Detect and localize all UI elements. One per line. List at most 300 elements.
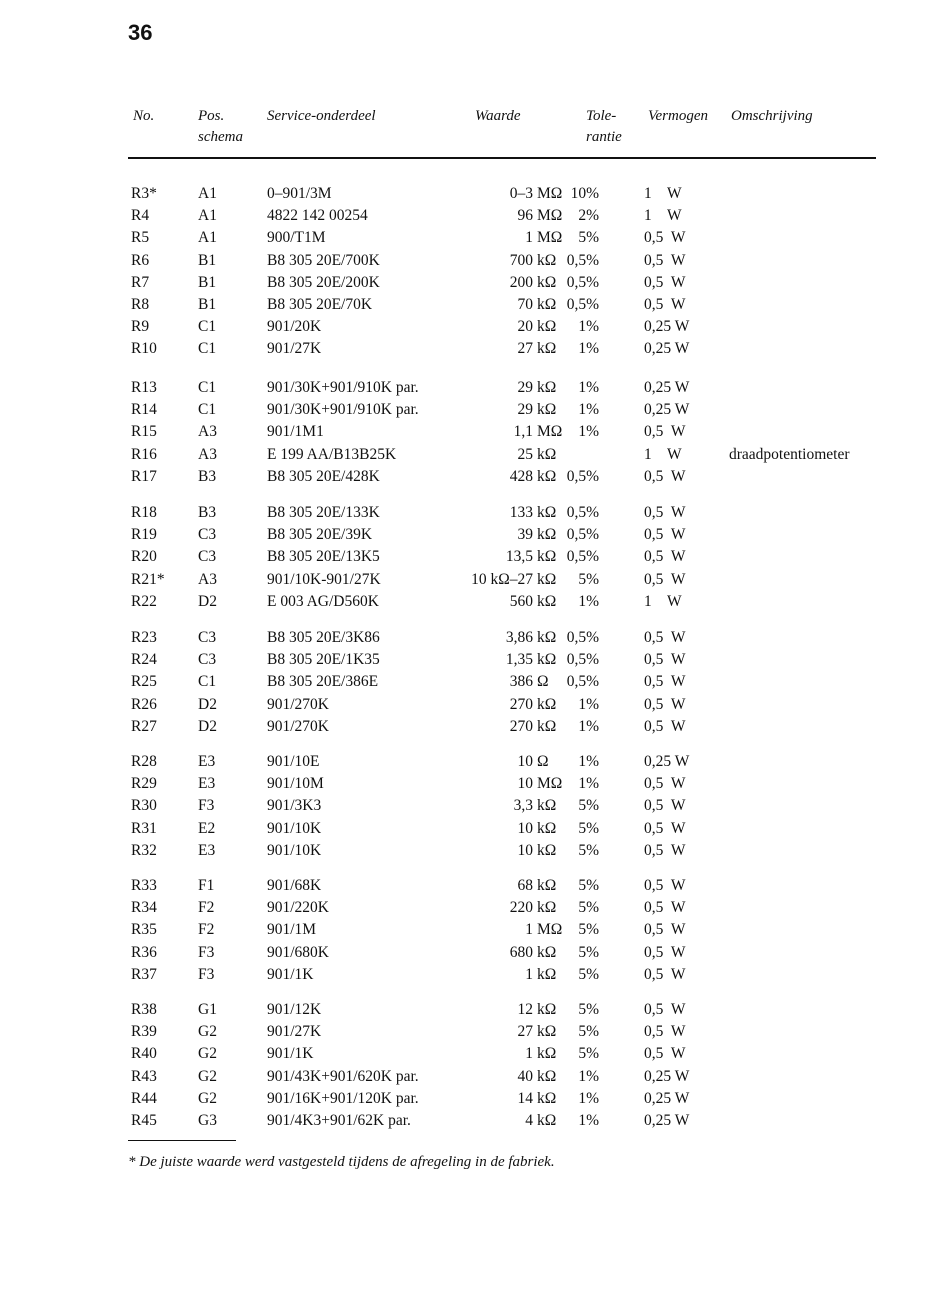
table-row: [0, 569, 950, 591]
schema-position: C3: [198, 548, 217, 566]
value-number: 13,5: [505, 548, 533, 566]
schema-position: F1: [198, 877, 215, 894]
power-rating: 0,25 W: [644, 340, 690, 358]
power-rating: 0,5 W: [644, 296, 686, 313]
service-part: 901/680K: [267, 943, 329, 961]
schema-position: F3: [198, 943, 215, 961]
tolerance: 5%: [578, 1023, 599, 1041]
value-number: 200: [509, 273, 533, 291]
table-row: [0, 942, 950, 964]
value-number: 1,35: [505, 651, 533, 669]
component-number: R29: [131, 775, 157, 793]
value-unit: kΩ: [537, 445, 557, 463]
schema-position: F2: [198, 899, 215, 917]
table-row: [0, 338, 950, 360]
component-number: R43: [131, 1067, 157, 1085]
value-number: 27: [517, 340, 533, 358]
table-row: [0, 773, 950, 795]
schema-position: A1: [198, 229, 217, 247]
value-number: 428: [509, 467, 533, 485]
power-rating: 0,5 W: [644, 504, 686, 521]
service-part: B8 305 20E/700K: [267, 251, 380, 269]
schema-position: E3: [198, 775, 216, 793]
table-row: [0, 502, 950, 524]
table-row: [0, 272, 950, 294]
service-part: 901/1K: [267, 1045, 314, 1063]
value-number: 3,86: [505, 629, 533, 646]
component-number: R21*: [131, 570, 165, 588]
value-unit: kΩ: [537, 467, 557, 485]
schema-position: A3: [198, 445, 217, 463]
power-rating: 0,5 W: [644, 651, 686, 669]
table-row: [0, 1088, 950, 1110]
value-unit: MΩ: [537, 775, 563, 793]
component-number: R40: [131, 1045, 157, 1063]
schema-position: B1: [198, 273, 217, 291]
value-number: 27: [517, 1023, 533, 1041]
power-rating: 0,25 W: [644, 379, 690, 396]
service-part: 901/68K: [267, 877, 322, 894]
tolerance: 0,5%: [566, 673, 599, 691]
value-unit: kΩ: [537, 717, 557, 735]
value-unit: kΩ: [537, 318, 557, 336]
schema-position: C1: [198, 673, 217, 691]
value-number: 10: [517, 775, 533, 793]
value-number: 270: [509, 695, 533, 713]
service-part: 901/20K: [267, 318, 322, 336]
schema-position: C3: [198, 629, 217, 646]
component-number: R6: [131, 251, 150, 269]
tolerance: 5%: [578, 1001, 599, 1018]
service-part: 901/1K: [267, 965, 314, 983]
power-rating: 1 W: [644, 207, 682, 225]
value-unit: kΩ: [537, 340, 557, 358]
value-number: 386: [509, 673, 533, 691]
schema-position: G3: [198, 1112, 217, 1129]
component-number: R22: [131, 592, 157, 610]
power-rating: 0,5 W: [644, 1001, 686, 1018]
table-row: [0, 444, 950, 466]
value-unit: kΩ: [537, 877, 557, 894]
value-unit: kΩ: [537, 251, 557, 269]
service-part: 901/4K3+901/62K par.: [267, 1112, 411, 1129]
component-number: R34: [131, 899, 157, 917]
schema-position: B3: [198, 467, 217, 485]
tolerance: 5%: [578, 229, 599, 247]
schema-position: C1: [198, 340, 217, 358]
value-number: 96: [517, 207, 533, 225]
value-number: 39: [517, 526, 533, 544]
power-rating: 0,5 W: [644, 273, 686, 291]
component-number: R19: [131, 526, 157, 544]
value-unit: kΩ: [537, 401, 557, 419]
schema-position: B1: [198, 296, 217, 313]
service-part: B8 305 20E/70K: [267, 296, 373, 313]
component-number: R7: [131, 273, 150, 291]
power-rating: 0,5 W: [644, 717, 686, 735]
component-number: R25: [131, 673, 157, 691]
service-part: 901/1M1: [267, 423, 324, 441]
value-number: 270: [509, 717, 533, 735]
component-number: R31: [131, 819, 157, 837]
service-part: B8 305 20E/428K: [267, 467, 380, 485]
tolerance: 1%: [578, 1067, 599, 1085]
service-part: 4822 142 00254: [267, 207, 368, 225]
tolerance: 0,5%: [566, 467, 599, 485]
service-part: 901/270K: [267, 695, 329, 713]
tolerance: 0,5%: [566, 251, 599, 269]
power-rating: 1 W: [644, 185, 682, 202]
service-part: B8 305 20E/1K35: [267, 651, 380, 669]
schema-position: C1: [198, 318, 217, 336]
component-number: R10: [131, 340, 157, 358]
schema-position: A1: [198, 207, 217, 225]
schema-position: G1: [198, 1001, 217, 1018]
power-rating: 0,5 W: [644, 229, 686, 247]
tolerance: 0,5%: [566, 526, 599, 544]
value-number: 0–3: [509, 185, 533, 202]
component-number: R24: [131, 651, 157, 669]
table-row: [0, 649, 950, 671]
table-row: [0, 546, 950, 568]
service-part: 901/27K: [267, 340, 322, 358]
value-number: 29: [517, 379, 533, 396]
value-unit: MΩ: [537, 185, 563, 202]
schema-position: E3: [198, 841, 216, 859]
value-unit: kΩ: [537, 629, 557, 646]
value-number: 12: [517, 1001, 533, 1018]
tolerance: 0,5%: [566, 273, 599, 291]
value-unit: kΩ: [537, 1001, 557, 1018]
component-number: R30: [131, 797, 157, 815]
power-rating: 0,5 W: [644, 423, 686, 441]
value-unit: kΩ: [537, 797, 557, 815]
table-row: [0, 250, 950, 272]
power-rating: 0,5 W: [644, 965, 686, 983]
tolerance: 1%: [578, 318, 599, 336]
tolerance: 1%: [578, 423, 599, 441]
component-number: R14: [131, 401, 157, 419]
service-part: 901/10E: [267, 753, 320, 770]
power-rating: 1 W: [644, 592, 682, 610]
power-rating: 0,5 W: [644, 695, 686, 713]
component-number: R37: [131, 965, 157, 983]
service-part: E 199 AA/B13B25K: [267, 445, 397, 463]
tolerance: 5%: [578, 797, 599, 815]
header-no: No.: [133, 108, 155, 124]
table-row: [0, 399, 950, 421]
service-part: B8 305 20E/3K86: [267, 629, 380, 646]
service-part: 901/270K: [267, 717, 329, 735]
component-number: R4: [131, 207, 150, 225]
schema-position: E3: [198, 753, 216, 770]
schema-position: G2: [198, 1089, 217, 1107]
value-unit: MΩ: [537, 423, 563, 441]
description: draadpotentiometer: [729, 445, 850, 463]
table-row: [0, 840, 950, 862]
component-number: R20: [131, 548, 157, 566]
value-number: 10: [517, 841, 533, 859]
power-rating: 0,25 W: [644, 753, 690, 770]
service-part: B8 305 20E/13K5: [267, 548, 380, 566]
table-row: [0, 716, 950, 738]
component-number: R32: [131, 841, 157, 859]
value-unit: kΩ: [537, 504, 557, 521]
power-rating: 0,5 W: [644, 797, 686, 815]
table-row: [0, 999, 950, 1021]
service-part: 901/10K: [267, 819, 322, 837]
power-rating: 0,5 W: [644, 1023, 686, 1041]
value-unit: kΩ: [537, 899, 557, 917]
tolerance: 1%: [578, 695, 599, 713]
schema-position: D2: [198, 592, 217, 610]
header-service-part: Service-onderdeel: [267, 108, 376, 124]
value-number: 10: [517, 819, 533, 837]
tolerance: 1%: [578, 775, 599, 793]
value-number: 560: [509, 592, 533, 610]
service-part: 901/30K+901/910K par.: [267, 379, 419, 396]
value-unit: kΩ: [537, 943, 557, 961]
service-part: 901/1M: [267, 921, 317, 939]
schema-position: C3: [198, 526, 217, 544]
tolerance: 1%: [578, 340, 599, 358]
value-number: 700: [509, 251, 533, 269]
tolerance: 0,5%: [566, 504, 599, 521]
value-unit: MΩ: [537, 921, 563, 939]
power-rating: 0,5 W: [644, 877, 686, 894]
power-rating: 0,5 W: [644, 899, 686, 917]
schema-position: G2: [198, 1023, 217, 1041]
value-unit: Ω: [537, 673, 549, 691]
power-rating: 0,5 W: [644, 548, 686, 566]
power-rating: 0,25 W: [644, 1067, 690, 1085]
schema-position: C1: [198, 379, 217, 396]
table-row: [0, 377, 950, 399]
power-rating: 0,5 W: [644, 943, 686, 961]
power-rating: 0,5 W: [644, 921, 686, 939]
component-number: R3*: [131, 185, 157, 202]
schema-position: E2: [198, 819, 216, 837]
component-number: R39: [131, 1023, 157, 1041]
page-number: 36: [128, 20, 153, 45]
table-row: [0, 466, 950, 488]
value-unit: MΩ: [537, 229, 563, 247]
footnote: * De juiste waarde werd vastgesteld tijdens de afregeling in de fabriek.: [128, 1154, 555, 1170]
footnote-rule: [128, 1140, 236, 1141]
component-number: R18: [131, 504, 157, 521]
header-description: Omschrijving: [731, 108, 813, 124]
power-rating: 0,5 W: [644, 673, 686, 691]
tolerance: 0,5%: [566, 651, 599, 669]
tolerance: 5%: [578, 1045, 599, 1063]
service-part: E 003 AG/D560K: [267, 592, 379, 610]
table-row: [0, 897, 950, 919]
value-number: 10: [517, 753, 533, 770]
tolerance: 1%: [578, 401, 599, 419]
power-rating: 0,25 W: [644, 1112, 690, 1129]
value-unit: kΩ: [537, 548, 557, 566]
power-rating: 0,25 W: [644, 318, 690, 336]
component-number: R13: [131, 379, 157, 396]
value-number: 40: [517, 1067, 533, 1085]
table-row: [0, 421, 950, 443]
value-number: 1: [525, 229, 533, 247]
tolerance: 0,5%: [566, 296, 599, 313]
value-number: 1: [525, 965, 533, 983]
power-rating: 1 W: [644, 445, 682, 463]
value-unit: MΩ: [537, 207, 563, 225]
schema-position: D2: [198, 717, 217, 735]
component-number: R36: [131, 943, 157, 961]
service-part: 901/10M: [267, 775, 324, 793]
component-number: R23: [131, 629, 157, 646]
value-unit: Ω: [537, 753, 549, 770]
power-rating: 0,25 W: [644, 1089, 690, 1107]
schema-position: F3: [198, 965, 215, 983]
table-row: [0, 591, 950, 613]
schema-position: C3: [198, 651, 217, 669]
value-unit: kΩ: [537, 819, 557, 837]
component-number: R45: [131, 1112, 157, 1129]
power-rating: 0,5 W: [644, 251, 686, 269]
power-rating: 0,5 W: [644, 526, 686, 544]
value-unit: kΩ: [537, 526, 557, 544]
value-number: 133: [509, 504, 533, 521]
power-rating: 0,5 W: [644, 1045, 686, 1063]
value-unit: kΩ: [537, 841, 557, 859]
table-row: [0, 627, 950, 649]
component-number: R15: [131, 423, 157, 441]
value-number: 3,3: [513, 797, 533, 815]
power-rating: 0,5 W: [644, 775, 686, 793]
tolerance: 5%: [578, 877, 599, 894]
value-unit: kΩ: [537, 1089, 557, 1107]
component-number: R26: [131, 695, 157, 713]
value-unit: kΩ: [537, 1067, 557, 1085]
tolerance: 5%: [578, 899, 599, 917]
table-row: [0, 316, 950, 338]
value-number: 220: [509, 899, 533, 917]
table-row: [0, 1043, 950, 1065]
tolerance: 1%: [578, 717, 599, 735]
value-unit: kΩ: [537, 1045, 557, 1063]
tolerance: 10%: [570, 185, 599, 202]
service-part: B8 305 20E/133K: [267, 504, 380, 521]
schema-position: G2: [198, 1067, 217, 1085]
power-rating: 0,25 W: [644, 401, 690, 419]
table-row: [0, 1021, 950, 1043]
value-unit: kΩ: [537, 570, 557, 588]
tolerance: 1%: [578, 379, 599, 396]
value-number: 29: [517, 401, 533, 419]
schema-position: C1: [198, 401, 217, 419]
table-row: [0, 294, 950, 316]
value-number: 1,1: [513, 423, 533, 441]
table-row: [0, 964, 950, 986]
header-value: Waarde: [475, 108, 521, 124]
value-unit: kΩ: [537, 965, 557, 983]
value-unit: kΩ: [537, 1112, 557, 1129]
component-number: R17: [131, 467, 157, 485]
schema-position: G2: [198, 1045, 217, 1063]
component-number: R16: [131, 445, 157, 463]
table-row: [0, 1110, 950, 1132]
schema-position: F3: [198, 797, 215, 815]
service-part: 901/27K: [267, 1023, 322, 1041]
service-part: 901/3K3: [267, 797, 322, 815]
tolerance: 5%: [578, 943, 599, 961]
value-number: 680: [509, 943, 533, 961]
component-number: R35: [131, 921, 157, 939]
tolerance: 0,5%: [566, 629, 599, 646]
power-rating: 0,5 W: [644, 467, 686, 485]
tolerance: 1%: [578, 592, 599, 610]
service-part: B8 305 20E/200K: [267, 273, 380, 291]
table-row: [0, 919, 950, 941]
value-unit: kΩ: [537, 592, 557, 610]
value-unit: kΩ: [537, 379, 557, 396]
tolerance: 5%: [578, 921, 599, 939]
component-number: R44: [131, 1089, 157, 1107]
table-row: [0, 818, 950, 840]
service-part: 901/220K: [267, 899, 329, 917]
table-row: [0, 751, 950, 773]
tolerance: 1%: [578, 1089, 599, 1107]
service-part: 900/T1M: [267, 229, 326, 247]
value-unit: kΩ: [537, 651, 557, 669]
header-power: Vermogen: [648, 108, 708, 124]
service-part: 901/30K+901/910K par.: [267, 401, 419, 419]
tolerance: 5%: [578, 841, 599, 859]
table-row: [0, 795, 950, 817]
tolerance: 5%: [578, 819, 599, 837]
schema-position: A1: [198, 185, 217, 202]
table-row: [0, 183, 950, 205]
table-row: [0, 694, 950, 716]
schema-position: A3: [198, 423, 217, 441]
component-number: R27: [131, 717, 157, 735]
table-row: [0, 524, 950, 546]
schema-position: F2: [198, 921, 215, 939]
service-part: 901/10K-901/27K: [267, 570, 381, 588]
table-row: [0, 205, 950, 227]
component-number: R28: [131, 753, 157, 770]
tolerance: 5%: [578, 965, 599, 983]
component-number: R33: [131, 877, 157, 894]
table-row: [0, 1066, 950, 1088]
power-rating: 0,5 W: [644, 819, 686, 837]
service-part: 901/12K: [267, 1001, 322, 1018]
value-unit: kΩ: [537, 273, 557, 291]
table-row: [0, 875, 950, 897]
value-number: 25: [517, 445, 533, 463]
component-number: R8: [131, 296, 150, 313]
component-number: R38: [131, 1001, 157, 1018]
tolerance: 1%: [578, 753, 599, 770]
value-number: 20: [517, 318, 533, 336]
header-pos-schema: Pos. schema: [198, 108, 243, 145]
component-number: R5: [131, 229, 150, 247]
value-number: 1: [525, 1045, 533, 1063]
value-number: 68: [517, 877, 533, 894]
service-part: B8 305 20E/39K: [267, 526, 373, 544]
header-tolerance: Tole- rantie: [586, 108, 622, 145]
service-part: 901/43K+901/620K par.: [267, 1067, 419, 1085]
table-row: [0, 227, 950, 249]
service-part: B8 305 20E/386E: [267, 673, 379, 691]
service-part: 901/10K: [267, 841, 322, 859]
schema-position: D2: [198, 695, 217, 713]
